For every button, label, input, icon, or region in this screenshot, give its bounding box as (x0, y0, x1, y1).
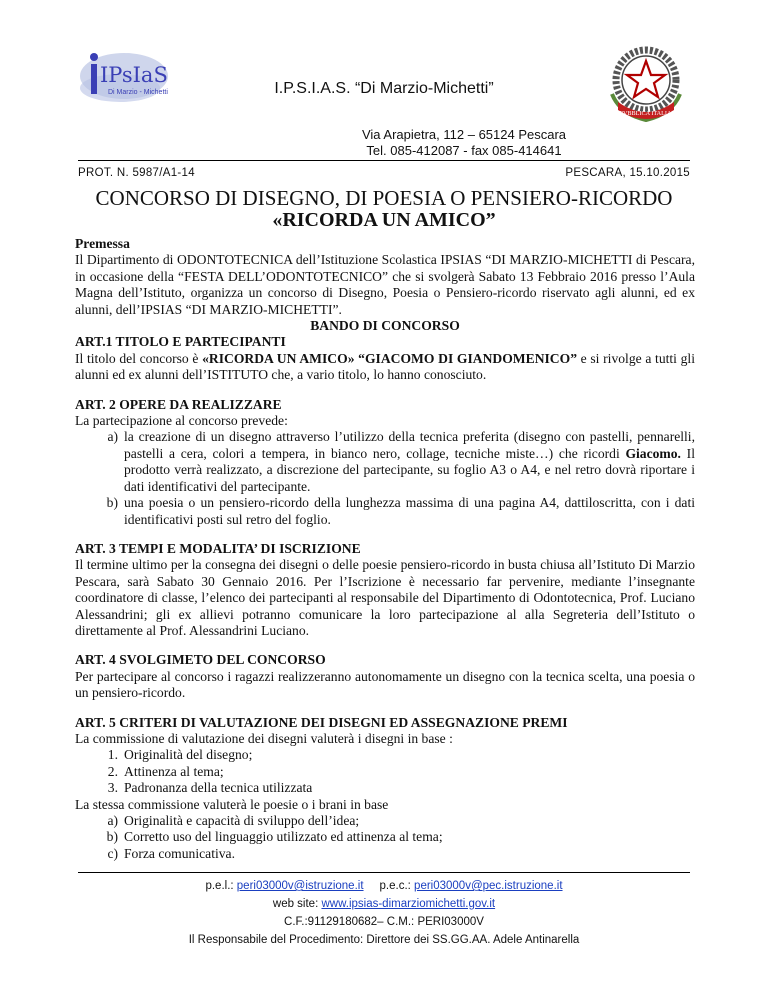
logo-left-subtitle: Di Marzio - Michetti (108, 89, 168, 96)
pec-email-link[interactable]: peri03000v@pec.istruzione.it (414, 880, 563, 892)
bando-heading: BANDO DI CONCORSO (310, 318, 460, 334)
art4-heading: ART. 4 SVOLGIMETO DEL CONCORSO (75, 652, 326, 668)
footer-divider (78, 872, 690, 873)
list-item-text: Corretto uso del linguaggio utilizzato ed attinenza al tema; (124, 829, 443, 845)
protocol-number: PROT. N. 5987/A1-14 (78, 167, 195, 179)
footer-responsabile: Il Responsabile del Procedimento: Direttore dei SS.GG.AA. Adele Antinarella (188, 934, 580, 946)
list-item-text: Originalità e capacità di sviluppo dell’idea; (124, 813, 360, 828)
art2-item-a-bold: Giacomo. (625, 445, 681, 461)
list-item (75, 829, 695, 845)
pel-label: p.e.l.: (205, 880, 237, 892)
pel-email-link[interactable]: peri03000v@istruzione.it (236, 880, 364, 892)
school-phone: Tel. 085-412087 - fax 085-414641 (366, 143, 562, 158)
logo-left-text: IPsIaS (100, 63, 168, 87)
art3-text: Il termine ultimo per la consegna dei disegni o delle poesie pensiero-ricordo in busta chiusa all’Istituto Di Marzio Pescara, sarà Sabato 30 Gennaio 2016. Per l’Iscrizione è necessario far pervenire, mediante l’insegnante coordinatore di classe, l’elenco dei partecipanti al responsabile del Dipartimento di Odontotecnica, Prof. Luciano Alessandrini; gli ex allievi potranno comunicare la loro partecipazione al alla Segreteria dell’Istituto o direttamente al Prof. Alessandrini Luciano. (75, 557, 695, 638)
list-marker: b) (106, 829, 118, 845)
list-item-text: Forza comunicativa. (124, 845, 235, 861)
school-name: I.P.S.I.A.S. “Di Marzio-Michetti” (274, 80, 494, 97)
art1-text-bold: «RICORDA UN AMICO» “GIACOMO DI GIANDOMENICO” (202, 350, 577, 366)
website-link[interactable]: www.ipsias-dimarziomichetti.gov.it (321, 898, 496, 910)
pec-label: p.e.c.: (379, 880, 415, 892)
premessa-text: Il Dipartimento di ODONTOTECNICA dell’Istituzione Scolastica IPSIAS “DI MARZIO-MICHETTI di Pescara, in occasione della “FESTA DELL’ODONTOTECNICO” che si svolgerà Sabato 13 Febbraio 2016 presso l’Aula Magna dell’Istituto, organizza un concorso di Disegno, Poesia o Pensiero-ricordo riservato agli alunni, ed ex alunni, dell’IPSIAS “DI MARZIO-MICHETTI”. (75, 252, 695, 317)
header-divider (78, 160, 690, 161)
list-item (75, 846, 695, 862)
art2-item-a-text-b: Il prodotto verrà realizzato, a discrezione del partecipante, su foglio A3 o A4, e nel retro dovrà riportare i dati identificativi del partecipante. (124, 445, 695, 494)
list-item (75, 813, 695, 829)
art2-item-b-text: una poesia o un pensiero-ricordo della lunghezza massima di una pagina A4, dattiloscritta, con i dati identificativi posti sul retro del foglio. (124, 495, 695, 527)
premessa-heading: Premessa (75, 236, 130, 251)
art2-heading: ART. 2 OPERE DA REALIZZARE (75, 396, 282, 412)
art1-text-c: e si rivolge a tutti gli alunni ed ex alunni dell’ISTITUTO che, a vario titolo, lo hanno conosciuto. (75, 350, 695, 383)
list-item (75, 764, 695, 780)
document-subtitle: «RICORDA UN AMICO” (272, 209, 496, 231)
list-item-text: Originalità del disegno; (124, 747, 253, 763)
art4-text: Per partecipare al concorso i ragazzi realizzeranno autonomamente un disegno con la tecnica scelta, una poesia o un pensiero-ricordo. (75, 668, 695, 701)
list-marker: 2. (107, 763, 118, 779)
list-item-text: Attinenza al tema; (124, 763, 224, 779)
footer-codes: C.F.:91129180682– C.M.: PERI03000V (284, 916, 484, 928)
art1-heading: ART.1 TITOLO E PARTECIPANTI (75, 334, 286, 350)
list-item (75, 495, 695, 528)
list-item (75, 429, 695, 495)
art5-intro2: La stessa commissione valuterà le poesie o i brani in base (75, 796, 389, 812)
list-item-text (124, 429, 695, 495)
school-address: Via Arapietra, 112 – 65124 Pescara (361, 127, 567, 142)
document-title: CONCORSO DI DISEGNO, DI POESIA O PENSIERO-RICORDO (95, 186, 673, 210)
footer-web-line (0, 898, 768, 910)
art5-heading: ART. 5 CRITERI DI VALUTAZIONE DEI DISEGNI ED ASSEGNAZIONE PREMI (75, 714, 568, 730)
list-marker: a) (107, 813, 118, 828)
list-marker: 1. (107, 747, 118, 763)
list-marker: 3. (107, 780, 118, 796)
art2-intro: La partecipazione al concorso prevede: (75, 413, 288, 429)
footer-email-line (0, 880, 768, 892)
list-marker: b) (106, 495, 118, 511)
art5-intro1: La commissione di valutazione dei disegni valuterà i disegni in base : (75, 730, 453, 746)
art3-heading: ART. 3 TEMPI E MODALITA’ DI ISCRIZIONE (75, 540, 361, 556)
list-item-text: Padronanza della tecnica utilizzata (124, 780, 313, 796)
art1-text (75, 351, 695, 384)
list-marker: a) (107, 429, 118, 445)
art2-item-a-text: la creazione di un disegno attraverso l’utilizzo della tecnica preferita (disegno con pastelli, pennarelli, pastelli a cera, colori a tempera, in bianco nero, collage, tecniche miste…) che ricordi (124, 429, 695, 461)
list-item (75, 780, 695, 796)
web-label: web site: (272, 898, 322, 910)
art1-text-a: Il titolo del concorso è (75, 350, 203, 366)
list-item (75, 747, 695, 763)
list-marker: c) (107, 845, 118, 861)
document-body (75, 236, 695, 862)
emblem-ribbon-text: REPVBBLICA ITALIANA (611, 110, 681, 117)
document-date: PESCARA, 15.10.2015 (565, 167, 690, 179)
